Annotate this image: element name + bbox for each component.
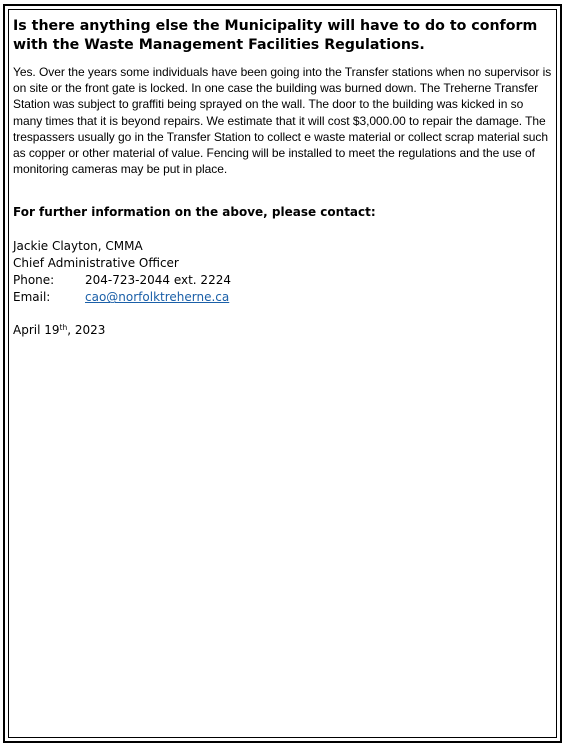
contact-name: Jackie Clayton, CMMA [13,239,143,254]
contact-email-line [13,289,553,306]
document-date [13,322,553,339]
contact-block [13,238,553,306]
date-ordinal: th [59,323,68,333]
contact-heading: For further information on the above, please contact: [13,205,376,220]
body-paragraph: Yes. Over the years some individuals have been going into the Transfer stations when no supervisor is on site or the front gate is locked. In one case the building was burned down. The Treherne Transfer Station was subject to graffiti being sprayed on the wall. The door to the building was kicked in so many times that it is beyond repairs. We estimate that it will cost $3,000.00 to repair the damage. The trespassers usually go in the Transfer Station to collect e waste material or collect scrap material such as copper or other material of value. Fencing will be installed to meet the regulations and the use of monitoring cameras may be put in place. [13,65,552,177]
phone-label: Phone: [13,273,55,288]
contact-title: Chief Administrative Officer [13,256,179,271]
section-heading: Is there anything else the Municipality will have to do to conform with the Waste Management Facilities Regulations. [13,18,538,53]
date-day: April 19 [13,323,60,338]
phone-number: 204-723-2044 ext. 2224 [85,273,231,288]
date-year: , 2023 [67,323,106,338]
contact-phone-line [13,272,553,289]
email-label: Email: [13,290,51,305]
email-link[interactable]: cao@norfolktreherne.ca [85,290,230,305]
document-content [13,17,553,339]
